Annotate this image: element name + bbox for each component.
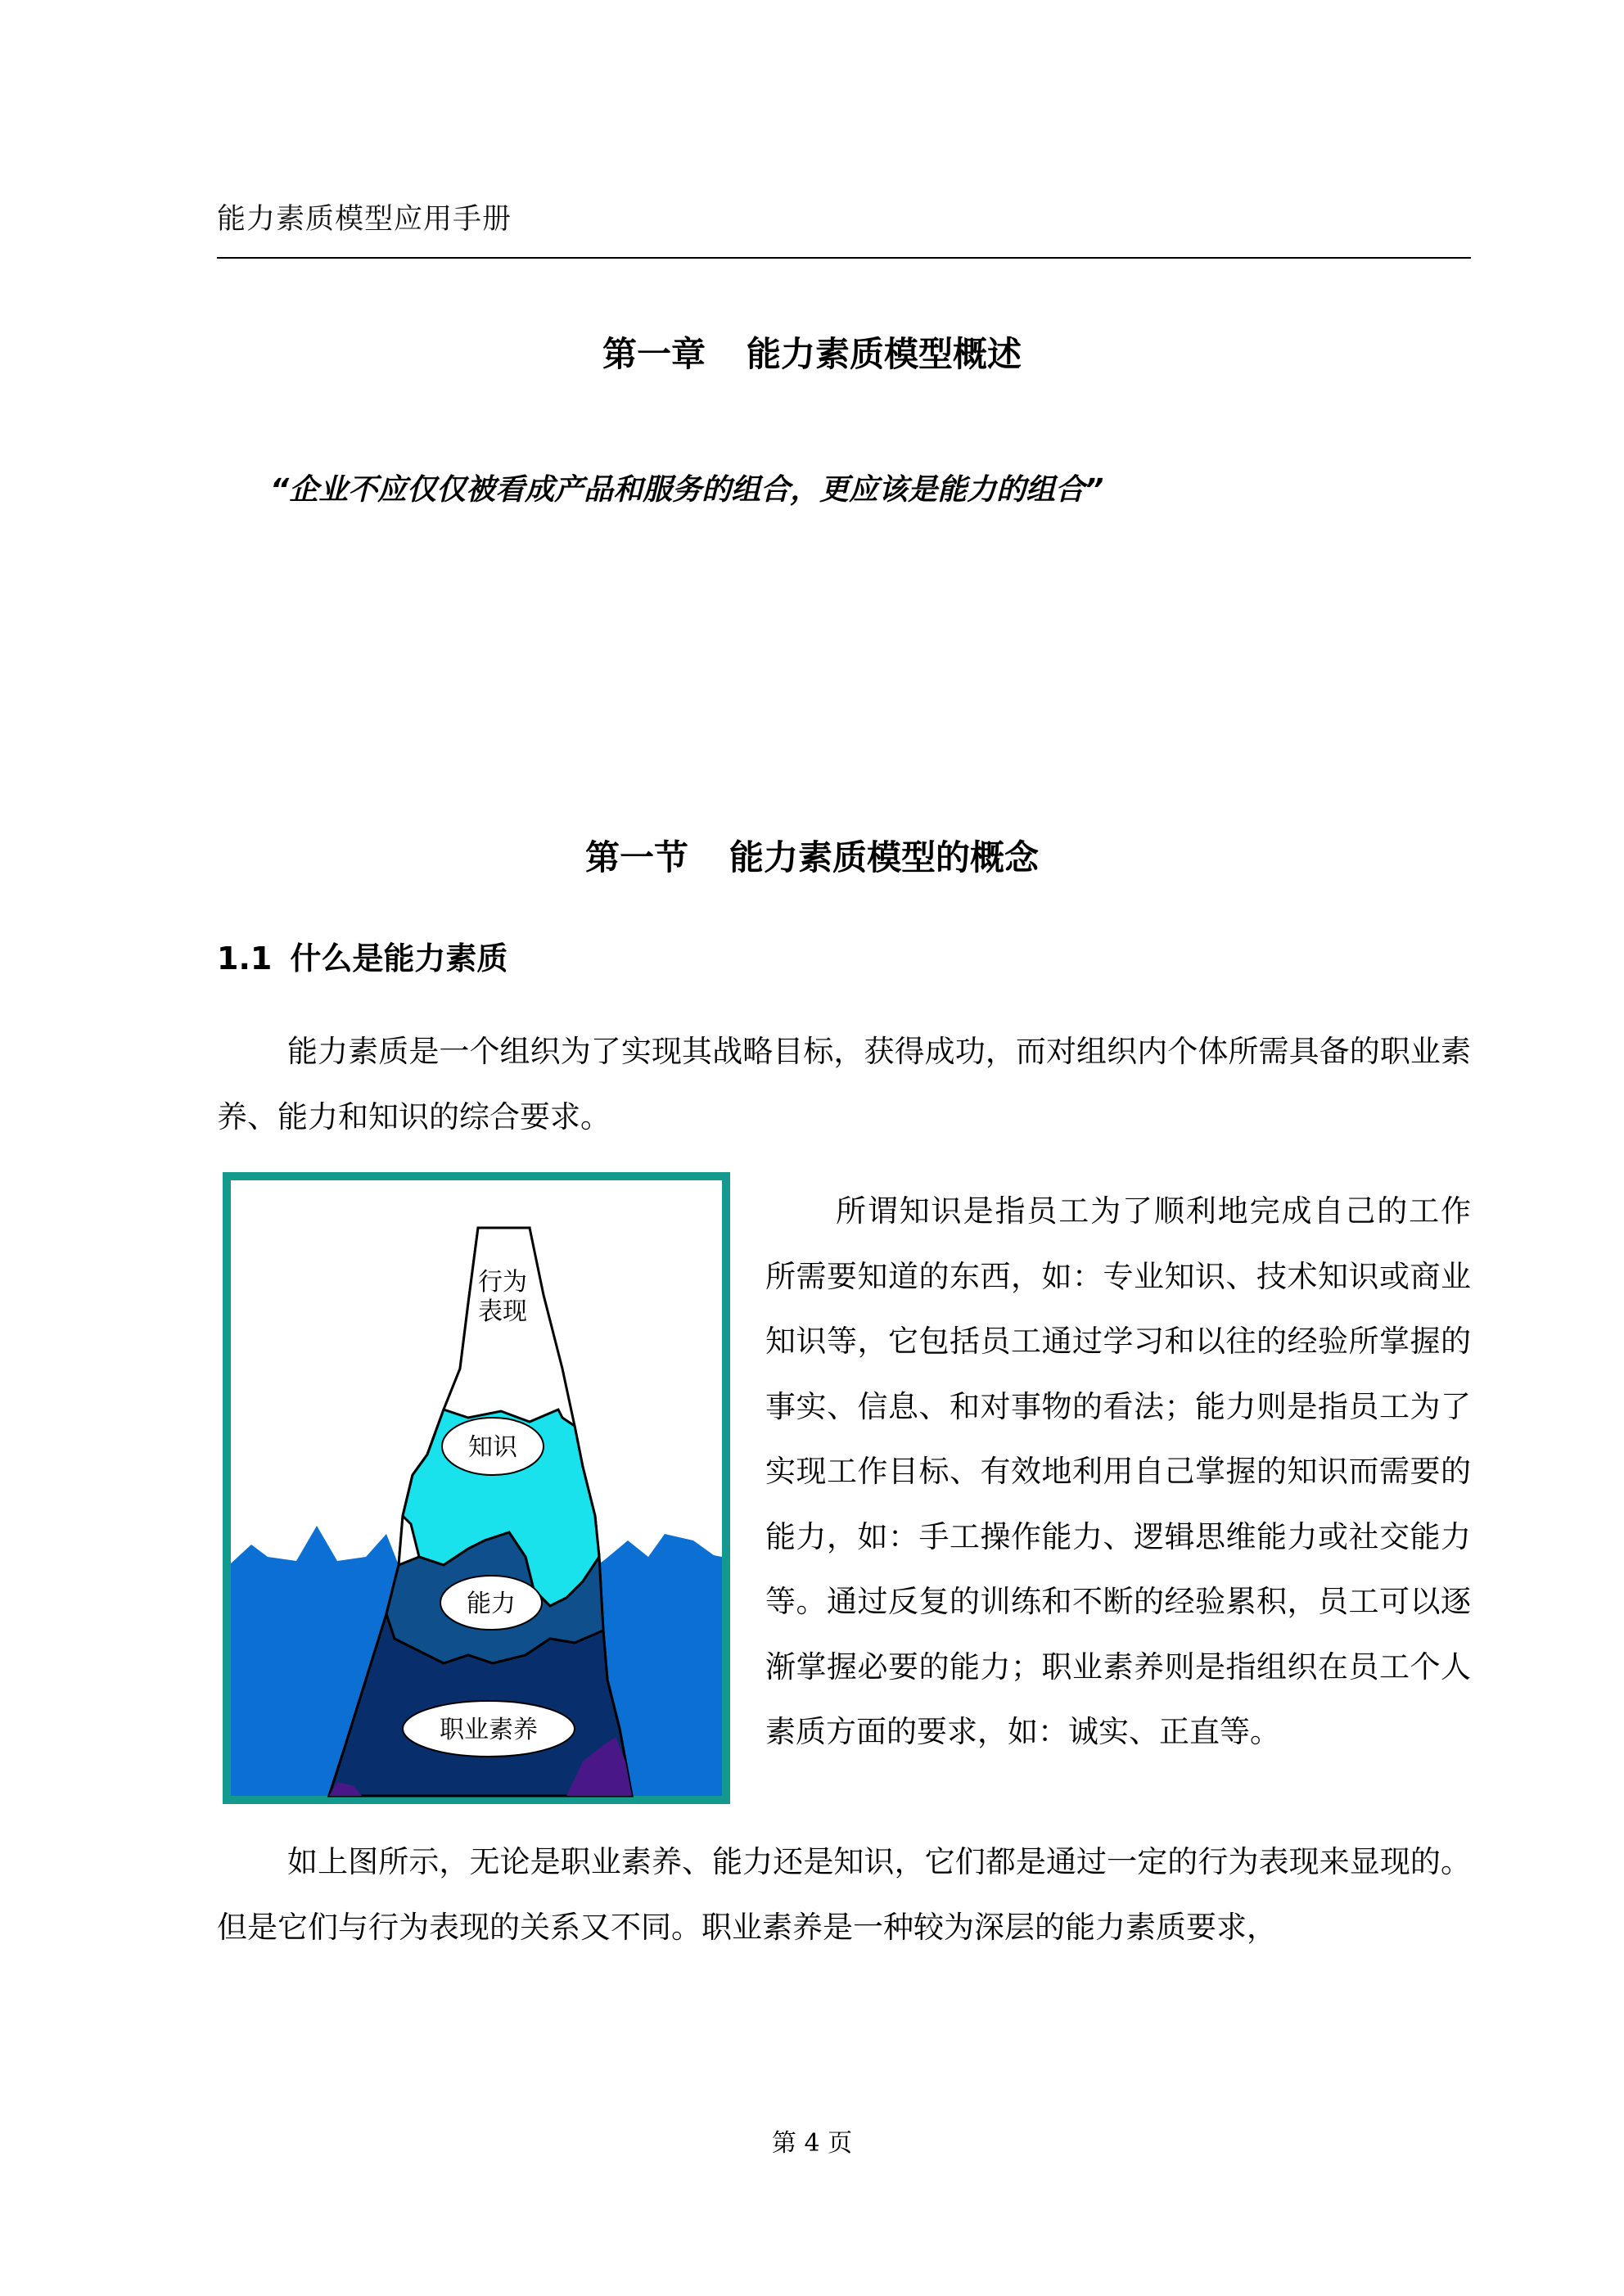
running-header-title: 能力素质模型应用手册	[217, 203, 512, 236]
label-ability: 能力	[467, 1590, 516, 1618]
chapter-title	[0, 327, 1624, 377]
label-behavior-line2: 表现	[478, 1297, 527, 1326]
label-knowledge: 知识	[468, 1433, 517, 1462]
chapter-label: 第一章	[602, 334, 706, 374]
paragraph-definition: 能力素质是一个组织为了实现其战略目标，获得成功，而对组织内个体所需具备的职业素养、能力和知识的综合要求。	[217, 1034, 1471, 1134]
subsection-name: 什么是能力素质	[290, 941, 508, 977]
label-behavior-line1: 行为	[478, 1268, 527, 1297]
section-name: 能力素质模型的概念	[729, 837, 1040, 877]
paragraph-relationship: 如上图所示，无论是职业素养、能力还是知识，它们都是通过一定的行为表现来显现的。但是它们与行为表现的关系又不同。职业素养是一种较为深层的能力素质要求，	[217, 1844, 1471, 1945]
iceberg-figure	[223, 1172, 730, 1804]
header-divider	[217, 257, 1471, 259]
section-title	[0, 831, 1624, 880]
subsection-heading	[217, 933, 508, 978]
iceberg-diagram	[223, 1172, 730, 1804]
page-number: 第 4 页	[771, 2129, 853, 2158]
chapter-name: 能力素质模型概述	[747, 334, 1022, 374]
paragraph-knowledge-ability: 所谓知识是指员工为了顺利地完成自己的工作所需要知道的东西，如：专业知识、技术知识或商业知识等，它包括员工通过学习和以往的经验所掌握的事实、信息、和对事物的看法；能力则是指员工为了实现工作目标、有效地利用自己掌握的知识而需要的能力，如：手工操作能力、逻辑思维能力或社交能力等。通过反复的训练和不断的经验累积，员工可以逐渐掌握必要的能力；职业素养则是指组织在员工个人素质方面的要求，如：诚实、正直等。	[765, 1193, 1471, 1749]
subsection-number: 1.1	[217, 941, 273, 977]
label-professionalism: 职业素养	[440, 1716, 538, 1744]
epigraph-quote: “企业不应仅仅被看成产品和服务的组合，更应该是能力的组合”	[270, 473, 1104, 507]
section-label: 第一节	[584, 837, 688, 877]
